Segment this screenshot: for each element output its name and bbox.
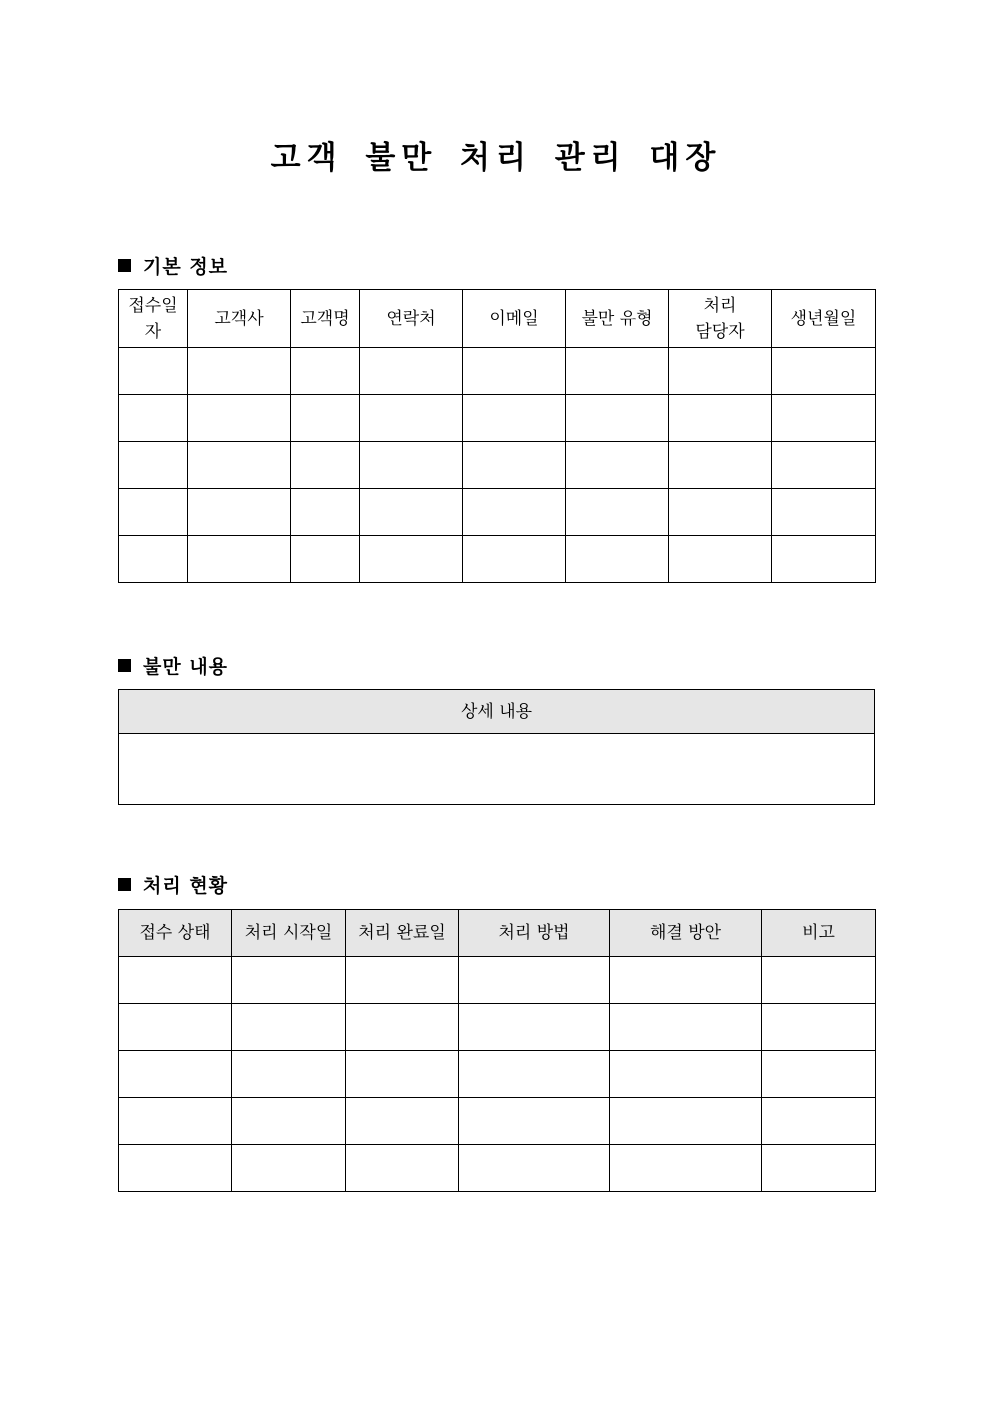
table-cell[interactable]	[360, 489, 463, 536]
column-header-method: 처리 방법	[459, 910, 610, 957]
square-bullet-icon	[118, 659, 131, 672]
square-bullet-icon	[118, 259, 131, 272]
table-cell[interactable]	[119, 489, 188, 536]
table-cell[interactable]	[188, 536, 291, 583]
table-cell[interactable]	[291, 489, 360, 536]
table-cell[interactable]	[360, 348, 463, 395]
table-cell[interactable]	[188, 489, 291, 536]
table-cell[interactable]	[566, 395, 669, 442]
section-heading-label: 처리 현황	[143, 875, 229, 897]
table-header-row	[119, 690, 875, 734]
table-cell[interactable]	[119, 957, 232, 1004]
table-cell[interactable]	[772, 395, 876, 442]
processing-status-table	[118, 909, 876, 1192]
square-bullet-icon	[118, 878, 131, 891]
table-row	[119, 734, 875, 805]
table-cell[interactable]	[566, 536, 669, 583]
section-heading-label: 불만 내용	[143, 656, 229, 678]
table-cell[interactable]	[232, 1098, 346, 1145]
column-header-handler: 처리 담당자	[669, 290, 772, 348]
table-row	[119, 442, 876, 489]
table-row	[119, 348, 876, 395]
complaint-detail-cell[interactable]	[119, 734, 875, 805]
table-cell[interactable]	[119, 348, 188, 395]
table-cell[interactable]	[463, 348, 566, 395]
table-cell[interactable]	[232, 1004, 346, 1051]
column-header-solution: 해결 방안	[610, 910, 762, 957]
table-cell[interactable]	[610, 1004, 762, 1051]
table-cell[interactable]	[119, 1051, 232, 1098]
table-cell[interactable]	[459, 1051, 610, 1098]
table-row	[119, 1098, 876, 1145]
table-cell[interactable]	[232, 1145, 346, 1192]
table-cell[interactable]	[463, 536, 566, 583]
table-cell[interactable]	[346, 1145, 459, 1192]
table-row	[119, 1051, 876, 1098]
table-cell[interactable]	[119, 1098, 232, 1145]
section-heading-complaint	[118, 652, 228, 679]
table-cell[interactable]	[669, 536, 772, 583]
table-cell[interactable]	[566, 442, 669, 489]
table-cell[interactable]	[119, 536, 188, 583]
table-row	[119, 489, 876, 536]
table-row	[119, 1004, 876, 1051]
section-heading-label: 기본 정보	[143, 256, 229, 278]
table-cell[interactable]	[463, 395, 566, 442]
table-cell[interactable]	[360, 442, 463, 489]
column-header-company: 고객사	[188, 290, 291, 348]
table-cell[interactable]	[566, 348, 669, 395]
table-cell[interactable]	[610, 1145, 762, 1192]
column-header-start-date: 처리 시작일	[232, 910, 346, 957]
table-cell[interactable]	[610, 1098, 762, 1145]
table-cell[interactable]	[669, 348, 772, 395]
column-header-contact: 연락처	[360, 290, 463, 348]
table-cell[interactable]	[762, 1051, 876, 1098]
column-header-complaint-type: 불만 유형	[566, 290, 669, 348]
table-cell[interactable]	[291, 348, 360, 395]
table-header-row	[119, 290, 876, 348]
table-cell[interactable]	[669, 395, 772, 442]
table-cell[interactable]	[346, 1051, 459, 1098]
table-row	[119, 395, 876, 442]
table-cell[interactable]	[291, 395, 360, 442]
column-header-customer-name: 고객명	[291, 290, 360, 348]
table-cell[interactable]	[459, 1004, 610, 1051]
table-cell[interactable]	[291, 442, 360, 489]
column-header-remarks: 비고	[762, 910, 876, 957]
table-cell[interactable]	[669, 489, 772, 536]
column-header-email: 이메일	[463, 290, 566, 348]
table-header-row	[119, 910, 876, 957]
table-cell[interactable]	[346, 1004, 459, 1051]
section-heading-status	[118, 871, 228, 898]
table-cell[interactable]	[772, 348, 876, 395]
processing-status-body	[119, 957, 876, 1192]
table-cell[interactable]	[119, 1145, 232, 1192]
table-row	[119, 957, 876, 1004]
table-cell[interactable]	[772, 536, 876, 583]
document-title: 고객 불만 처리 관리 대장	[270, 140, 722, 176]
table-cell[interactable]	[119, 395, 188, 442]
table-cell[interactable]	[119, 442, 188, 489]
table-cell[interactable]	[610, 1051, 762, 1098]
column-header-received-date: 접수일 자	[119, 290, 188, 348]
table-row	[119, 1145, 876, 1192]
complaint-detail-table	[118, 689, 875, 805]
basic-info-table	[118, 289, 876, 583]
column-header-detail: 상세 내용	[119, 690, 875, 734]
table-cell[interactable]	[360, 395, 463, 442]
table-cell[interactable]	[346, 1098, 459, 1145]
table-cell[interactable]	[232, 1051, 346, 1098]
table-cell[interactable]	[459, 957, 610, 1004]
table-cell[interactable]	[459, 1098, 610, 1145]
column-header-receipt-status: 접수 상태	[119, 910, 232, 957]
section-heading-basic-info	[118, 252, 228, 279]
table-cell[interactable]	[762, 957, 876, 1004]
column-header-end-date: 처리 완료일	[346, 910, 459, 957]
table-cell[interactable]	[669, 442, 772, 489]
table-cell[interactable]	[762, 1098, 876, 1145]
table-cell[interactable]	[463, 442, 566, 489]
table-cell[interactable]	[772, 442, 876, 489]
table-cell[interactable]	[188, 442, 291, 489]
table-cell[interactable]	[459, 1145, 610, 1192]
table-cell[interactable]	[188, 395, 291, 442]
table-cell[interactable]	[566, 489, 669, 536]
table-cell[interactable]	[119, 1004, 232, 1051]
table-cell[interactable]	[232, 957, 346, 1004]
column-header-birthdate: 생년월일	[772, 290, 876, 348]
table-cell[interactable]	[762, 1004, 876, 1051]
table-cell[interactable]	[610, 957, 762, 1004]
table-cell[interactable]	[360, 536, 463, 583]
table-cell[interactable]	[291, 536, 360, 583]
table-cell[interactable]	[772, 489, 876, 536]
table-cell[interactable]	[188, 348, 291, 395]
table-cell[interactable]	[762, 1145, 876, 1192]
table-cell[interactable]	[346, 957, 459, 1004]
table-row	[119, 536, 876, 583]
basic-info-body	[119, 348, 876, 583]
table-cell[interactable]	[463, 489, 566, 536]
